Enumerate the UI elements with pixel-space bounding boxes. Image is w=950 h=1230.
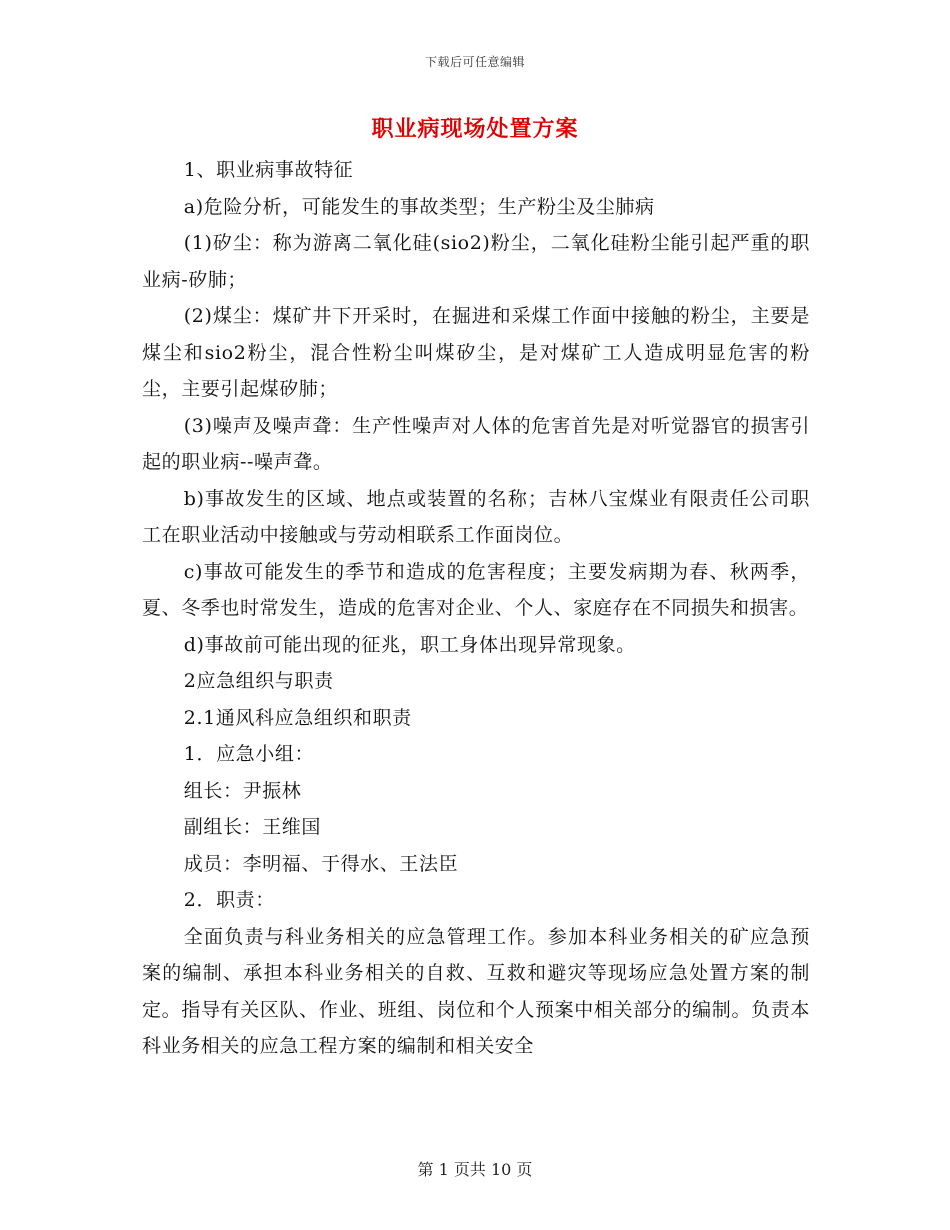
page-number: 第 1 页共 10 页 (417, 1160, 533, 1179)
paragraph: (2)煤尘：煤矿井下开采时，在掘进和采煤工作面中接触的粉尘，主要是煤尘和sio2粉尘，混合性粉尘叫煤矽尘，是对煤矿工人造成明显危害的粉尘，主要引起煤矽肺； (142, 305, 810, 400)
paragraph: 1、职业病事故特征 (183, 159, 354, 181)
paragraph: 1．应急小组： (183, 743, 315, 765)
paragraph: 2．职责： (183, 889, 275, 911)
paragraph: 组长：尹振林 (183, 779, 302, 802)
paragraph: 全面负责与科业务相关的应急管理工作。参加本科业务相关的矿应急预案的编制、承担本科业务相关的自救、互救和避灾等现场应急处置方案的制定。指导有关区队、作业、班组、岗位和个人预案中相关部分的编制。负责本科业务相关的应急工程方案的编制和相关安全 (142, 925, 810, 1057)
header-note: 下载后可任意编辑 (424, 55, 525, 69)
paragraph: c)事故可能发生的季节和造成的危害程度；主要发病期为春、秋两季，夏、冬季也时常发生，造成的危害对企业、个人、家庭存在不同损失和损害。 (142, 560, 810, 619)
paragraph: d)事故前可能出现的征兆，职工身体出现异常现象。 (183, 633, 636, 656)
paragraph: 副组长：王维国 (183, 816, 321, 838)
subsection-heading: 2.1通风科应急组织和职责 (183, 706, 412, 729)
section-heading: 2应急组织与职责 (183, 670, 334, 692)
paragraph: a)危险分析，可能发生的事故类型；生产粉尘及尘肺病 (183, 195, 655, 218)
paragraph: 成员：李明福、于得水、王法臣 (183, 852, 459, 875)
document-body (142, 152, 810, 1065)
paragraph: (3)噪声及噪声聋：生产性噪声对人体的危害首先是对听觉器官的损害引起的职业病--噪声聋。 (142, 414, 810, 473)
paragraph: b)事故发生的区域、地点或装置的名称；吉林八宝煤业有限责任公司职工在职业活动中接触或与劳动相联系工作面岗位。 (142, 487, 810, 546)
paragraph: (1)矽尘：称为游离二氧化硅(sio2)粉尘，二氧化硅粉尘能引起严重的职业病-矽肺； (142, 232, 810, 291)
document-title: 职业病现场处置方案 (371, 116, 579, 142)
